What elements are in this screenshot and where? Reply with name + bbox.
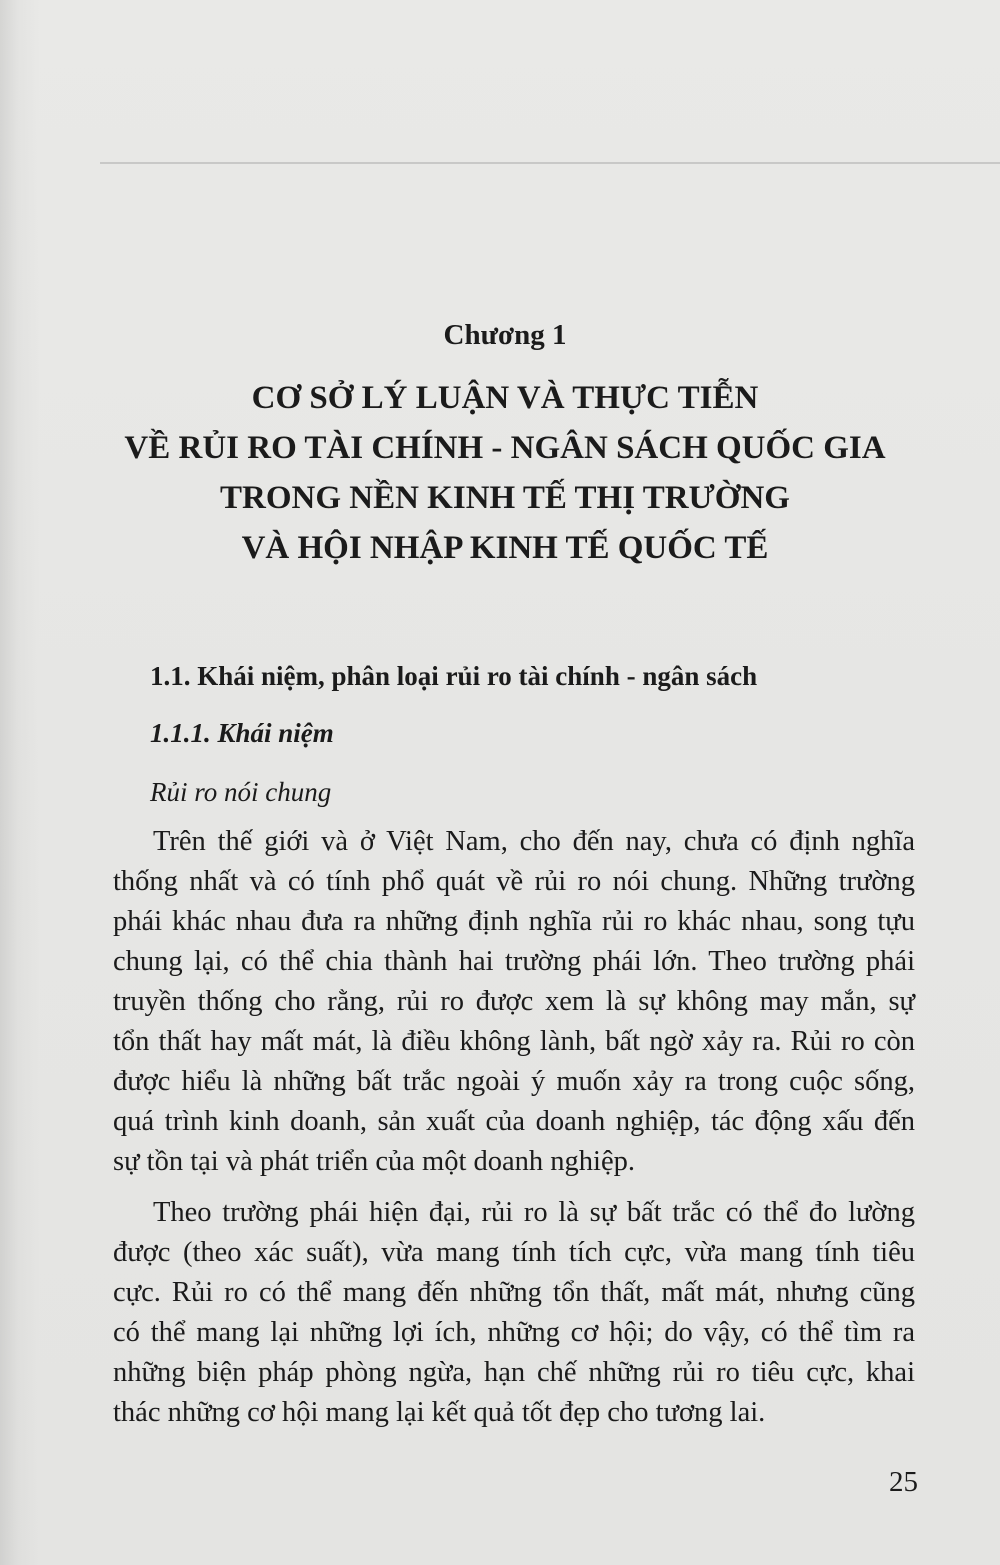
chapter-title-line: TRONG NỀN KINH TẾ THỊ TRƯỜNG bbox=[220, 480, 790, 516]
subsection-heading: 1.1.1. Khái niệm bbox=[150, 718, 334, 748]
header-rule-bleed-through bbox=[100, 162, 1000, 164]
paragraph-line: những biện pháp phòng ngừa, hạn chế những rủi ro tiêu cực, khai bbox=[113, 1357, 915, 1388]
chapter-title bbox=[105, 373, 905, 573]
paragraph-line: truyền thống cho rằng, rủi ro được xem là sự không may mắn, sự bbox=[113, 986, 915, 1017]
paragraph-line: thác những cơ hội mang lại kết quả tốt đẹp cho tương lai. bbox=[113, 1397, 766, 1428]
paragraph-line: sự tồn tại và phát triển của một doanh nghiệp. bbox=[113, 1146, 635, 1177]
paragraph-line: được hiểu là những bất trắc ngoài ý muốn xảy ra trong cuộc sống, bbox=[113, 1066, 915, 1097]
chapter-title-line: VỀ RỦI RO TÀI CHÍNH - NGÂN SÁCH QUỐC GIA bbox=[124, 430, 886, 466]
paragraph bbox=[113, 1193, 915, 1433]
page-number: 25 bbox=[889, 1466, 918, 1498]
paragraph-line: Theo trường phái hiện đại, rủi ro là sự bất trắc có thể đo lường bbox=[153, 1197, 915, 1228]
chapter-title-line: VÀ HỘI NHẬP KINH TẾ QUỐC TẾ bbox=[241, 530, 769, 566]
paragraph bbox=[113, 822, 915, 1182]
paragraph-line: thống nhất và có tính phổ quát về rủi ro nói chung. Những trường bbox=[113, 866, 915, 897]
paragraph-line: quá trình kinh doanh, sản xuất của doanh nghiệp, tác động xấu đến bbox=[113, 1106, 915, 1137]
paragraph-line: tổn thất hay mất mát, là điều không lành, bất ngờ xảy ra. Rủi ro còn bbox=[113, 1026, 915, 1057]
paragraph-line: Trên thế giới và ở Việt Nam, cho đến nay, chưa có định nghĩa bbox=[153, 826, 915, 857]
topic-subheading: Rủi ro nói chung bbox=[150, 777, 332, 807]
chapter-label: Chương 1 bbox=[443, 319, 567, 351]
paragraph-line: phái khác nhau đưa ra những định nghĩa rủi ro khác nhau, song tựu bbox=[113, 906, 915, 937]
section-heading: 1.1. Khái niệm, phân loại rủi ro tài chính - ngân sách bbox=[150, 661, 758, 691]
paragraph-line: có thể mang lại những lợi ích, những cơ hội; do vậy, có thể tìm ra bbox=[113, 1317, 915, 1348]
paragraph-line: được (theo xác suất), vừa mang tính tích cực, vừa mang tính tiêu bbox=[113, 1237, 915, 1268]
paragraph-line: chung lại, có thể chia thành hai trường phái lớn. Theo trường phái bbox=[113, 946, 915, 977]
paragraph-line: cực. Rủi ro có thể mang đến những tổn thất, mất mát, nhưng cũng bbox=[113, 1277, 915, 1308]
chapter-title-line: CƠ SỞ LÝ LUẬN VÀ THỰC TIỄN bbox=[251, 380, 759, 416]
